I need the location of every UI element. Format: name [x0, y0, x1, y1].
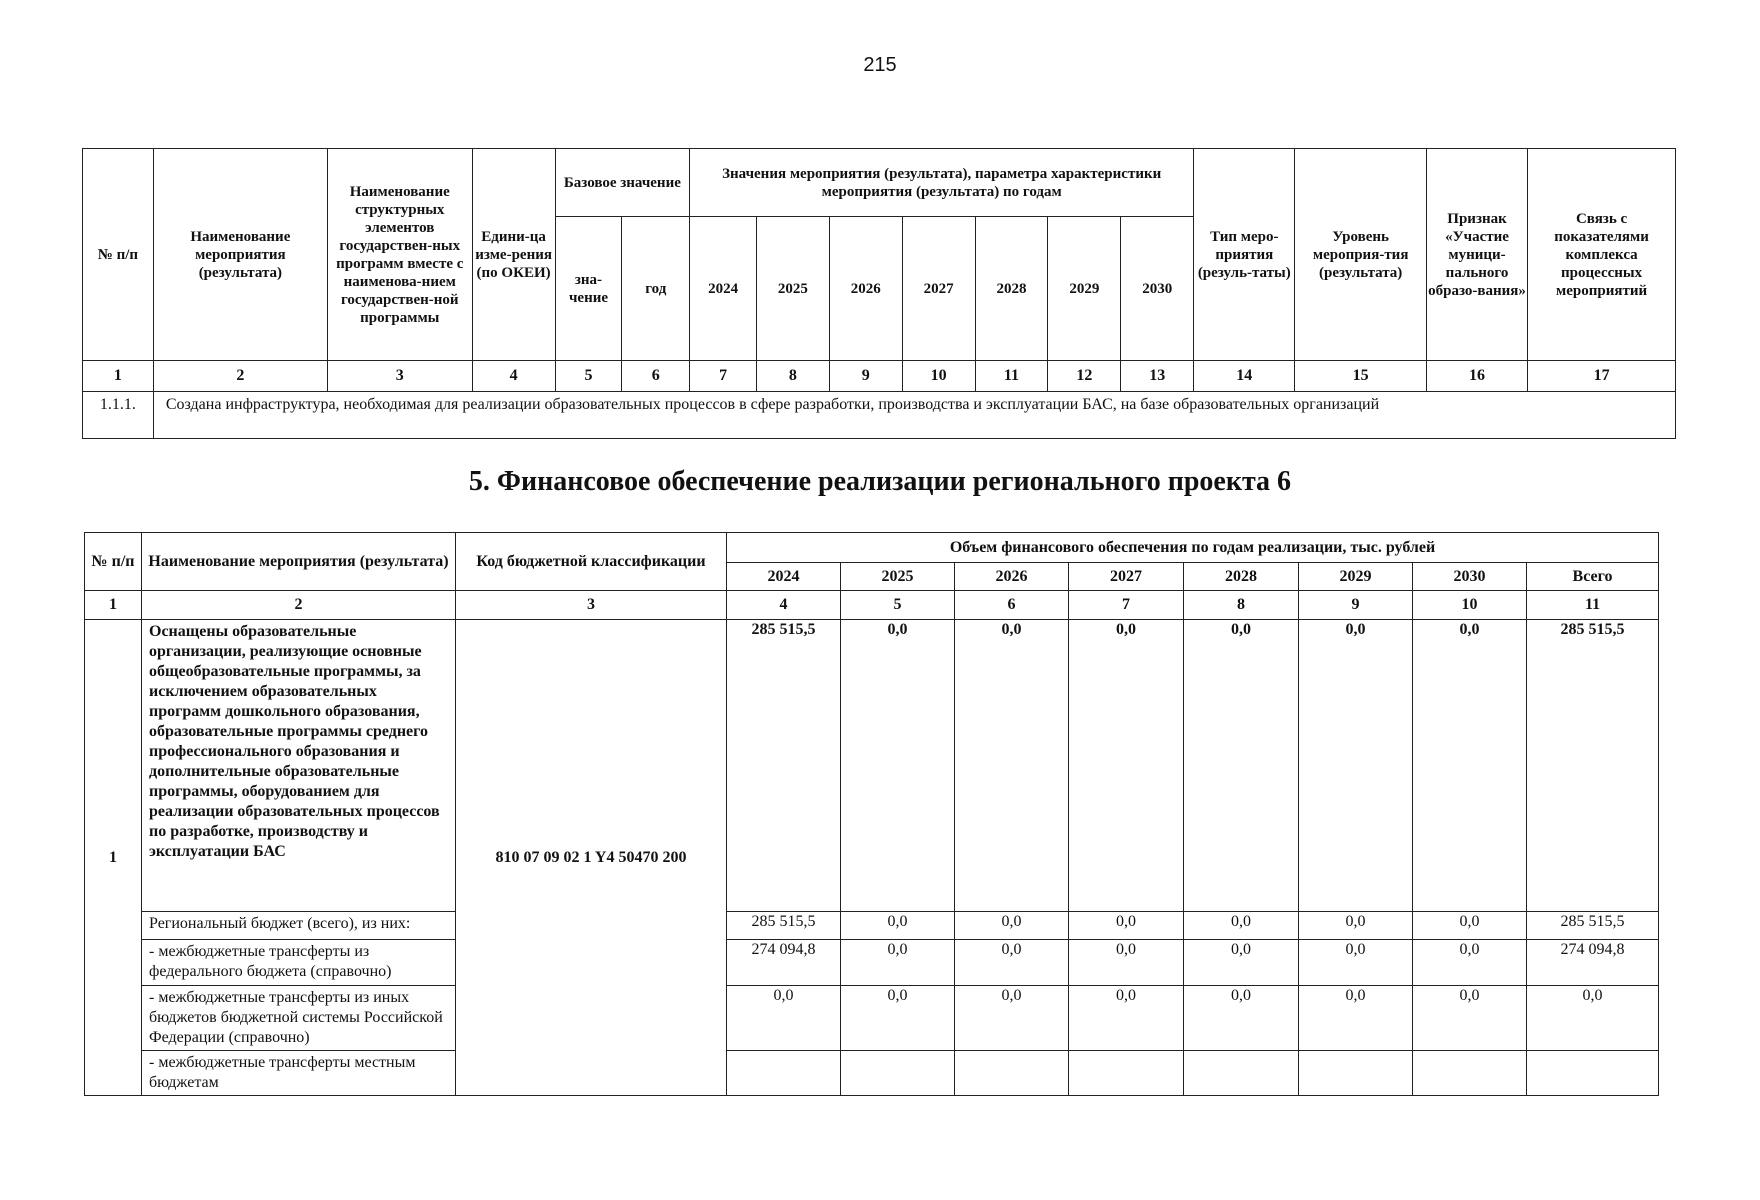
header-year: 2024: [727, 563, 841, 591]
column-number: 6: [955, 591, 1069, 620]
value-cell: 0,0: [1299, 620, 1413, 912]
section-title: 5. Финансовое обеспечение реализации регионального проекта 6: [468, 466, 1292, 497]
local-transfers-label: - межбюджетные трансферты местным бюджетам: [142, 1051, 456, 1096]
column-number: 12: [1048, 361, 1121, 392]
header-structural: Наименование структурных элементов государствен-ных программ вместе с наименова-нием государствен-ной программы: [327, 149, 472, 361]
column-number: 4: [727, 591, 841, 620]
value-cell: 285 515,5: [727, 620, 841, 912]
row-text: Создана инфраструктура, необходимая для реализации образовательных процессов в сфере разработки, производства и эксплуатации БАС, на базе образовательных организаций: [153, 392, 1675, 439]
value-cell: 0,0: [1184, 912, 1299, 940]
column-number: 7: [1069, 591, 1184, 620]
row-number: 1: [85, 620, 142, 1096]
header-name: Наименование мероприятия (результата): [142, 533, 456, 591]
column-number: 9: [1299, 591, 1413, 620]
header-year: 2030: [1413, 563, 1527, 591]
value-cell: 0,0: [1184, 620, 1299, 912]
value-cell: 0,0: [955, 940, 1069, 986]
table-row: [85, 1051, 1659, 1096]
value-cell: [1299, 1051, 1413, 1096]
column-number: 10: [1413, 591, 1527, 620]
value-cell: 0,0: [841, 620, 955, 912]
regional-budget-label: Региональный бюджет (всего), из них:: [142, 912, 456, 940]
column-number: 8: [756, 361, 829, 392]
column-number: 7: [690, 361, 757, 392]
value-cell: [841, 1051, 955, 1096]
header-unit: Едини-ца изме-рения (по ОКЕИ): [472, 149, 555, 361]
column-number: 16: [1426, 361, 1527, 392]
value-cell: 0,0: [727, 986, 841, 1051]
value-cell: 0,0: [841, 940, 955, 986]
header-base-group: Базовое значение: [555, 149, 690, 217]
column-number: 4: [472, 361, 555, 392]
value-cell: 0,0: [1069, 912, 1184, 940]
value-cell: 274 094,8: [1527, 940, 1659, 986]
table-row: [83, 392, 1676, 439]
column-number: 9: [829, 361, 902, 392]
value-cell: [955, 1051, 1069, 1096]
header-year: 2027: [902, 217, 975, 361]
header-num: № п/п: [85, 533, 142, 591]
header-values-group: Значения мероприятия (результата), параметра характеристики мероприятия (результата) по годам: [690, 149, 1194, 217]
header-year: 2029: [1299, 563, 1413, 591]
value-cell: 274 094,8: [727, 940, 841, 986]
value-cell: 0,0: [1413, 940, 1527, 986]
value-cell: 0,0: [841, 912, 955, 940]
value-cell: [1069, 1051, 1184, 1096]
column-number: 3: [456, 591, 727, 620]
header-total: Всего: [1527, 563, 1659, 591]
value-cell: 0,0: [955, 912, 1069, 940]
value-cell: 0,0: [1299, 986, 1413, 1051]
federal-transfers-label: - межбюджетные трансферты из федерального бюджета (справочно): [142, 940, 456, 986]
value-cell: 285 515,5: [727, 912, 841, 940]
value-cell: 0,0: [1413, 986, 1527, 1051]
table-row: [85, 620, 1659, 912]
table-row: [85, 912, 1659, 940]
other-transfers-label: - межбюджетные трансферты из иных бюджетов бюджетной системы Российской Федерации (справочно): [142, 986, 456, 1051]
value-cell: [1184, 1051, 1299, 1096]
column-number: 2: [142, 591, 456, 620]
column-number: 11: [975, 361, 1048, 392]
value-cell: [1527, 1051, 1659, 1096]
value-cell: 0,0: [1413, 912, 1527, 940]
header-sign: Признак «Участие муници-пального образо-вания»: [1426, 149, 1527, 361]
page-number: 215: [863, 54, 897, 76]
column-number: 14: [1194, 361, 1295, 392]
header-link: Связь с показателями комплекса процессных мероприятий: [1528, 149, 1676, 361]
value-cell: 285 515,5: [1527, 912, 1659, 940]
header-name: Наименование мероприятия (результата): [153, 149, 327, 361]
column-number: 1: [85, 591, 142, 620]
column-number: 15: [1295, 361, 1427, 392]
value-cell: 0,0: [1184, 986, 1299, 1051]
budget-code: 810 07 09 02 1 Y4 50470 200: [456, 620, 727, 1096]
value-cell: 0,0: [1069, 940, 1184, 986]
header-num: № п/п: [83, 149, 154, 361]
value-cell: 0,0: [1299, 940, 1413, 986]
column-number: 6: [622, 361, 690, 392]
header-year: 2025: [841, 563, 955, 591]
header-year: 2028: [975, 217, 1048, 361]
header-type: Тип меро-приятия (резуль-таты): [1194, 149, 1295, 361]
column-number: 13: [1121, 361, 1194, 392]
value-cell: 0,0: [1299, 912, 1413, 940]
measure-name: Оснащены образовательные организации, реализующие основные общеобразовательные программы, за исключением образовательных программ дошкольного образования, образовательные программы среднего профессионального образования и дополнительные образовательные программы, оборудованием для реализации образовательных процессов по разработке, производству и эксплуатации БАС: [142, 620, 456, 912]
table-row: [85, 940, 1659, 986]
value-cell: 0,0: [1184, 940, 1299, 986]
table-row: [85, 986, 1659, 1051]
value-cell: 0,0: [841, 986, 955, 1051]
measures-table: [82, 148, 1676, 439]
header-base-year: год: [622, 217, 690, 361]
value-cell: [727, 1051, 841, 1096]
column-number: 10: [902, 361, 975, 392]
column-numbers-row: [85, 591, 1659, 620]
value-cell: 0,0: [1069, 986, 1184, 1051]
value-cell: [1413, 1051, 1527, 1096]
header-year: 2030: [1121, 217, 1194, 361]
value-cell: 0,0: [955, 986, 1069, 1051]
header-year: 2024: [690, 217, 757, 361]
column-number: 2: [153, 361, 327, 392]
column-number: 3: [327, 361, 472, 392]
column-number: 8: [1184, 591, 1299, 620]
header-year: 2028: [1184, 563, 1299, 591]
header-base-value: зна-чение: [555, 217, 622, 361]
header-year: 2027: [1069, 563, 1184, 591]
column-number: 1: [83, 361, 154, 392]
header-code: Код бюджетной классификации: [456, 533, 727, 591]
column-number: 11: [1527, 591, 1659, 620]
header-level: Уровень мероприя-тия (результата): [1295, 149, 1427, 361]
row-number: 1.1.1.: [83, 392, 154, 439]
header-year: 2025: [756, 217, 829, 361]
header-year: 2026: [955, 563, 1069, 591]
column-numbers-row: [83, 361, 1676, 392]
value-cell: 0,0: [1527, 986, 1659, 1051]
column-number: 5: [841, 591, 955, 620]
value-cell: 285 515,5: [1527, 620, 1659, 912]
value-cell: 0,0: [1413, 620, 1527, 912]
column-number: 17: [1528, 361, 1676, 392]
financing-table: [84, 532, 1659, 1096]
value-cell: 0,0: [955, 620, 1069, 912]
column-number: 5: [555, 361, 622, 392]
header-year: 2026: [829, 217, 902, 361]
value-cell: 0,0: [1069, 620, 1184, 912]
header-volume: Объем финансового обеспечения по годам реализации, тыс. рублей: [727, 533, 1659, 563]
header-year: 2029: [1048, 217, 1121, 361]
